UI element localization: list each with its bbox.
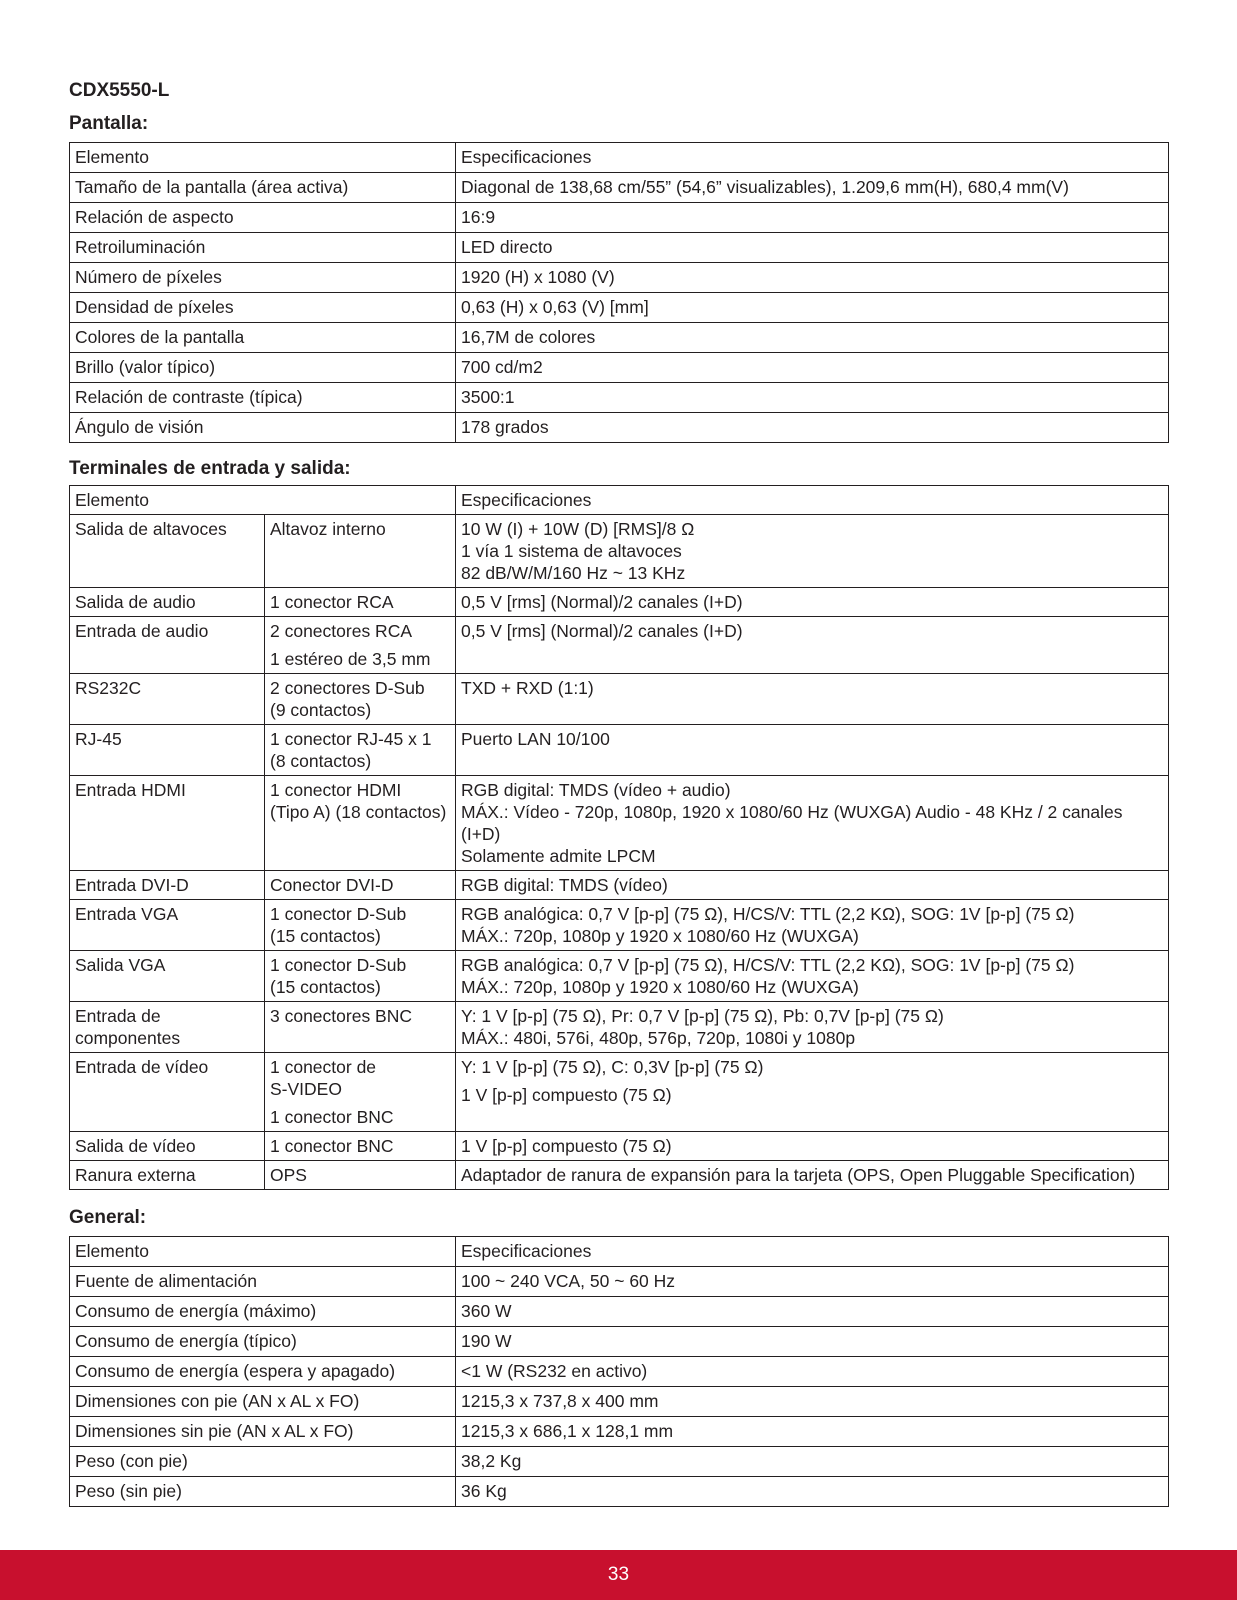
header-cell-especificaciones: Especificaciones [456,143,1169,173]
spec-cell: 100 ~ 240 VCA, 50 ~ 60 Hz [456,1267,1169,1297]
connector-cell-line: 3 conectores BNC [270,1006,413,1026]
item-cell-line: Entrada HDMI [75,780,186,800]
item-cell: Retroiluminación [70,233,456,263]
connector-cell-line: OPS [270,1165,307,1185]
table-row [70,383,1169,413]
spec-cell: 36 Kg [456,1477,1169,1507]
terminales-table [69,485,1169,1190]
spec-cell-line: 1 V [p-p] compuesto (75 Ω) [461,1136,672,1156]
general-table [69,1236,1169,1507]
spec-cell-line: 82 dB/W/M/160 Hz ~ 13 KHz [461,563,686,583]
connector-cell-line: 1 conector D-Sub [270,904,407,924]
connector-cell-line: Conector DVI-D [270,875,394,895]
spec-cell-line: MÁX.: 480i, 576i, 480p, 576p, 720p, 1080i y 1080p [461,1028,856,1048]
connector-cell-line: 2 conectores D-Sub [270,678,425,698]
spec-cell: 1920 (H) x 1080 (V) [456,263,1169,293]
table-row [70,725,1169,776]
table-header-row [70,1237,1169,1267]
spec-cell-line: Y: 1 V [p-p] (75 Ω), C: 0,3V [p-p] (75 Ω) [461,1057,764,1077]
item-cell-line: Entrada VGA [75,904,179,924]
item-cell-line: Salida de audio [75,592,196,612]
table-row [70,1387,1169,1417]
spec-cell [456,1132,1169,1161]
spec-cell-line: 0,5 V [rms] (Normal)/2 canales (I+D) [461,621,743,641]
connector-cell [265,900,456,951]
item-cell [70,1053,265,1132]
connector-cell-line: 1 conector HDMI [270,780,402,800]
table-row [70,233,1169,263]
spec-cell-line: 1 vía 1 sistema de altavoces [461,541,682,561]
item-cell-line: RS232C [75,678,142,698]
spec-cell-line: Adaptador de ranura de expansión para la tarjeta (OPS, Open Pluggable Specification) [461,1165,1136,1185]
table-row [70,1132,1169,1161]
table-row [70,1267,1169,1297]
header-cell-especificaciones: Especificaciones [456,486,1169,515]
section-title-terminales: Terminales de entrada y salida: [69,458,351,479]
connector-cell-line: 1 conector RJ-45 x 1 [270,729,432,749]
table-row [70,263,1169,293]
table-row [70,776,1169,871]
item-cell: Brillo (valor típico) [70,353,456,383]
table-row [70,1477,1169,1507]
spec-cell: 360 W [456,1297,1169,1327]
item-cell [70,1132,265,1161]
header-cell-elemento: Elemento [70,1237,456,1267]
spec-cell: 3500:1 [456,383,1169,413]
page-footer [0,1550,1237,1600]
spec-cell [456,617,1169,674]
connector-cell-line: 1 conector BNC [270,1136,394,1156]
item-cell: Fuente de alimentación [70,1267,456,1297]
item-cell: Número de píxeles [70,263,456,293]
item-cell [70,588,265,617]
connector-cell [265,776,456,871]
spec-cell-line: TXD + RXD (1:1) [461,678,594,698]
model-title: CDX5550-L [69,80,170,101]
spec-cell-line: Y: 1 V [p-p] (75 Ω), Pr: 0,7 V [p-p] (75 Ω), Pb: 0,7V [p-p] (75 Ω) [461,1006,944,1026]
spec-cell [456,725,1169,776]
spec-cell [456,1053,1169,1132]
terminales-table-body [70,486,1169,1190]
table-row [70,617,1169,674]
connector-cell-line: 1 conector RCA [270,592,394,612]
item-cell [70,776,265,871]
table-row [70,1161,1169,1190]
item-cell [70,515,265,588]
spec-cell: 38,2 Kg [456,1447,1169,1477]
spec-cell-line: 0,5 V [rms] (Normal)/2 canales (I+D) [461,592,743,612]
header-cell-elemento: Elemento [70,486,456,515]
connector-cell [265,617,456,674]
table-row [70,951,1169,1002]
item-cell [70,871,265,900]
connector-cell [265,588,456,617]
connector-cell [265,725,456,776]
spec-cell [456,588,1169,617]
spec-cell: 0,63 (H) x 0,63 (V) [mm] [456,293,1169,323]
table-row [70,1053,1169,1132]
item-cell: Colores de la pantalla [70,323,456,353]
spec-cell: 16,7M de colores [456,323,1169,353]
item-cell [70,617,265,674]
item-cell [70,1161,265,1190]
spec-cell [456,674,1169,725]
spec-cell-line: RGB analógica: 0,7 V [p-p] (75 Ω), H/CS/V: TTL (2,2 KΩ), SOG: 1V [p-p] (75 Ω) [461,904,1075,924]
spec-cell [456,951,1169,1002]
connector-cell [265,674,456,725]
spec-cell-line: 10 W (I) + 10W (D) [RMS]/8 Ω [461,519,695,539]
spec-cell [456,900,1169,951]
item-cell-line: Entrada DVI-D [75,875,189,895]
table-row [70,871,1169,900]
item-cell [70,951,265,1002]
connector-cell-line: (Tipo A) (18 contactos) [270,802,447,822]
table-row [70,1417,1169,1447]
pantalla-table [69,142,1169,443]
spec-cell: 190 W [456,1327,1169,1357]
spec-cell [456,515,1169,588]
spec-cell: 16:9 [456,203,1169,233]
spec-cell [456,1002,1169,1053]
item-cell [70,725,265,776]
spec-cell-line: RGB digital: TMDS (vídeo) [461,875,668,895]
item-cell: Consumo de energía (típico) [70,1327,456,1357]
section-title-general: General: [69,1207,147,1228]
table-row [70,1297,1169,1327]
section-title-pantalla: Pantalla: [69,113,149,134]
spec-cell: 1215,3 x 737,8 x 400 mm [456,1387,1169,1417]
table-row [70,413,1169,443]
table-row [70,353,1169,383]
item-cell-line: componentes [75,1028,181,1048]
table-row [70,173,1169,203]
item-cell [70,900,265,951]
page-number: 33 [607,1564,630,1585]
connector-cell [265,1002,456,1053]
item-cell: Dimensiones con pie (AN x AL x FO) [70,1387,456,1417]
connector-cell-line: 2 conectores RCA [270,621,413,641]
item-cell [70,674,265,725]
page-content [69,78,1169,1507]
item-cell: Dimensiones sin pie (AN x AL x FO) [70,1417,456,1447]
connector-cell-line: (9 contactos) [270,700,372,720]
connector-cell-line: (15 contactos) [270,977,381,997]
connector-cell-line: 1 conector BNC [270,1107,394,1127]
connector-cell [265,515,456,588]
item-cell: Tamaño de la pantalla (área activa) [70,173,456,203]
table-row [70,515,1169,588]
general-table-body [70,1237,1169,1507]
spec-cell-line: MÁX.: 720p, 1080p y 1920 x 1080/60 Hz (WUXGA) [461,926,859,946]
item-cell: Peso (sin pie) [70,1477,456,1507]
item-cell: Consumo de energía (espera y apagado) [70,1357,456,1387]
item-cell-line: Salida de altavoces [75,519,227,539]
table-row [70,203,1169,233]
spec-cell-line: RGB digital: TMDS (vídeo + audio) [461,780,731,800]
spec-cell-line: 1 V [p-p] compuesto (75 Ω) [461,1085,672,1105]
connector-cell [265,1132,456,1161]
item-cell [70,1002,265,1053]
connector-cell [265,871,456,900]
item-cell: Relación de contraste (típica) [70,383,456,413]
header-cell-elemento: Elemento [70,143,456,173]
connector-cell-line: 1 conector de [270,1057,377,1077]
spec-cell: 178 grados [456,413,1169,443]
table-row [70,1327,1169,1357]
item-cell: Ángulo de visión [70,413,456,443]
spec-cell [456,1161,1169,1190]
connector-cell [265,1053,456,1132]
spec-cell-line: Solamente admite LPCM [461,846,656,866]
table-row [70,1002,1169,1053]
connector-cell-line: 1 conector D-Sub [270,955,407,975]
item-cell-line: Entrada de audio [75,621,209,641]
table-row [70,900,1169,951]
spec-cell [456,776,1169,871]
item-cell-line: RJ-45 [75,729,122,749]
connector-cell-line: (15 contactos) [270,926,381,946]
header-cell-especificaciones: Especificaciones [456,1237,1169,1267]
connector-cell-line: Altavoz interno [270,519,386,539]
item-cell: Peso (con pie) [70,1447,456,1477]
table-row [70,588,1169,617]
connector-cell-line: (8 contactos) [270,751,372,771]
table-row [70,293,1169,323]
connector-cell [265,1161,456,1190]
spec-cell-line: Puerto LAN 10/100 [461,729,610,749]
table-header-row [70,143,1169,173]
item-cell: Relación de aspecto [70,203,456,233]
item-cell-line: Salida de vídeo [75,1136,196,1156]
item-cell-line: Entrada de vídeo [75,1057,209,1077]
item-cell-line: Ranura externa [75,1165,196,1185]
spec-cell-line: MÁX.: 720p, 1080p y 1920 x 1080/60 Hz (WUXGA) [461,977,859,997]
spec-cell: LED directo [456,233,1169,263]
item-cell: Consumo de energía (máximo) [70,1297,456,1327]
spec-cell: 700 cd/m2 [456,353,1169,383]
connector-cell-line: S-VIDEO [270,1079,342,1099]
table-row [70,323,1169,353]
table-row [70,674,1169,725]
table-row [70,1447,1169,1477]
spec-cell: Diagonal de 138,68 cm/55” (54,6” visualizables), 1.209,6 mm(H), 680,4 mm(V) [456,173,1169,203]
connector-cell-line: 1 estéreo de 3,5 mm [270,649,431,669]
item-cell-line: Salida VGA [75,955,166,975]
item-cell-line: Entrada de [75,1006,161,1026]
spec-cell: <1 W (RS232 en activo) [456,1357,1169,1387]
table-header-row [70,486,1169,515]
spec-cell: 1215,3 x 686,1 x 128,1 mm [456,1417,1169,1447]
pantalla-table-body [70,143,1169,443]
spec-cell-line: MÁX.: Vídeo - 720p, 1080p, 1920 x 1080/60 Hz (WUXGA) Audio - 48 KHz / 2 canales (I+D) [461,802,1123,844]
item-cell: Densidad de píxeles [70,293,456,323]
table-row [70,1357,1169,1387]
spec-cell-line: RGB analógica: 0,7 V [p-p] (75 Ω), H/CS/V: TTL (2,2 KΩ), SOG: 1V [p-p] (75 Ω) [461,955,1075,975]
spec-cell [456,871,1169,900]
connector-cell [265,951,456,1002]
